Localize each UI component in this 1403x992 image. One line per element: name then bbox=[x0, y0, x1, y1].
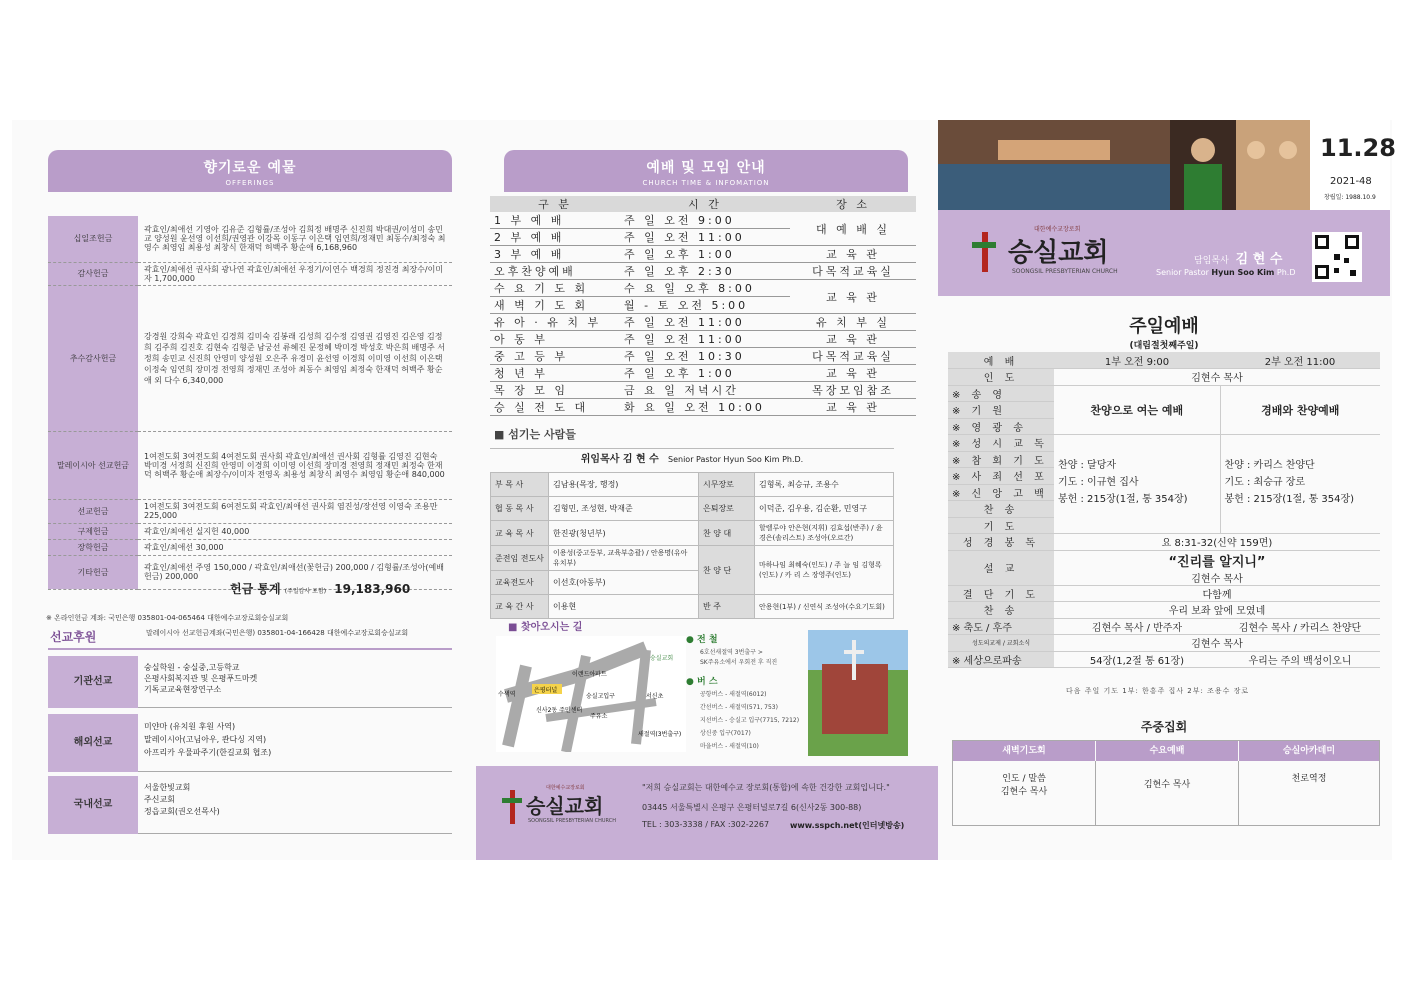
weekday-header: 수요예배 bbox=[1096, 741, 1238, 761]
footer-banner bbox=[476, 766, 938, 860]
missions-label: 국내선교 bbox=[48, 776, 138, 834]
order-value: 김현수 목사 bbox=[1054, 635, 1380, 652]
schedule-name: 1 부 예 배 bbox=[490, 212, 620, 229]
order-row bbox=[948, 635, 1380, 652]
schedule-row bbox=[490, 212, 916, 229]
next-week-prayer: 다음 주일 기도 1부: 한흥주 집사 2부: 조용수 장로 bbox=[1066, 687, 1250, 695]
church-name: 승실교회 bbox=[1008, 238, 1109, 268]
schedule-title: 예배 및 모임 안내 bbox=[646, 160, 766, 176]
servants-label: 찬 양 단 bbox=[699, 546, 755, 595]
schedule-row bbox=[490, 348, 916, 365]
order-value: 요 8:31-32(신약 159면) bbox=[1054, 534, 1380, 551]
schedule-time: 주 일 오후 1:00 bbox=[620, 365, 790, 382]
offering-value: 곽효인/최애선 실지헌 40,000 bbox=[138, 523, 452, 539]
servants-row bbox=[491, 473, 894, 497]
servants-value: 마하나임 최혜숙(인도) / 주 늘 임 김형록(인도) / 카 리 스 장영주(인도) bbox=[755, 546, 894, 595]
footer-motto: "저희 승실교회는 대한예수교 장로회(통합)에 속한 건강한 교회입니다." bbox=[642, 783, 890, 792]
offering-value: 1여전도회 3여전도회 4여전도회 권사회 곽효인/최애선 권사회 김형률 김영진 김현숙 박미경 서정희 신진희 안영미 이경희 이미영 이선희 장미경 전영희 정재민 최정숙 한재덕 허백주 황순애 최장수/이미자 전영옥 최용성 최창식 최영수 최영임 황순애 840,000 bbox=[138, 431, 452, 499]
weekday-table bbox=[952, 740, 1380, 826]
schedule-time: 주 일 오전 9:00 bbox=[620, 212, 790, 229]
offerings-panel bbox=[40, 120, 460, 860]
offerings-header bbox=[48, 150, 452, 192]
sunday-order-table bbox=[948, 352, 1380, 668]
order-detail: 찬양 : 달당자 bbox=[1058, 460, 1117, 471]
schedule-time: 주 일 오전 11:00 bbox=[620, 331, 790, 348]
servants-value: 김남용(목장, 행정) bbox=[549, 473, 699, 497]
footer-address: 03445 서울특별시 은평구 은평터널로7길 6(신사2동 300-88) bbox=[642, 803, 862, 812]
schedule-time: 주 일 오후 2:30 bbox=[620, 263, 790, 280]
schedule-row bbox=[490, 263, 916, 280]
youth-photo bbox=[1236, 120, 1310, 210]
order-detail: 기도 : 이규현 집사 bbox=[1058, 477, 1139, 488]
pastor-en: Senior Pastor Hyun Soo Kim Ph.D. bbox=[668, 455, 804, 464]
servants-title-text: 섬기는 사람들 bbox=[508, 428, 576, 441]
missions-row bbox=[48, 776, 452, 834]
order-label: 찬 송 bbox=[948, 501, 1054, 518]
servants-label: 시무장로 bbox=[699, 473, 755, 497]
order-label: ※ 기 원 bbox=[948, 402, 1054, 419]
bus-title-text: 버 스 bbox=[697, 677, 718, 687]
servants-value: 김형록, 최승규, 조용수 bbox=[755, 473, 894, 497]
cover-panel bbox=[938, 120, 1396, 860]
servants-label: 반 주 bbox=[699, 595, 755, 619]
cross-logo-icon bbox=[502, 790, 522, 824]
schedule-time: 주 일 오전 11:00 bbox=[620, 229, 790, 246]
order-row bbox=[948, 534, 1380, 551]
total-label: 헌금 통계 bbox=[230, 582, 281, 596]
schedule-col-header: 구 분 bbox=[490, 196, 620, 212]
cover-date: 11.28 bbox=[1320, 134, 1396, 162]
offering-row bbox=[48, 216, 452, 262]
servants-row bbox=[491, 521, 894, 546]
order-label: ※ 세상으로파송 bbox=[948, 651, 1054, 668]
pastor-en-name: Hyun Soo Kim bbox=[1211, 268, 1275, 277]
order-col-header: 2부 오전 11:00 bbox=[1220, 352, 1380, 369]
offerings-table bbox=[48, 216, 452, 590]
order-label: ※ 영 광 송 bbox=[948, 418, 1054, 435]
schedule-place: 교 육 관 bbox=[790, 365, 916, 382]
servants-value: 이선호(아동부) bbox=[549, 571, 699, 595]
pastor-photo bbox=[1170, 120, 1236, 210]
directions-title: ■ 찾아오시는 길 bbox=[508, 622, 583, 633]
order-value: 우리는 주의 백성이오니 bbox=[1220, 651, 1380, 668]
servants-row bbox=[491, 595, 894, 619]
schedule-col-header: 장 소 bbox=[790, 196, 916, 212]
schedule-name: 새 벽 기 도 회 bbox=[490, 297, 620, 314]
missions-lines bbox=[144, 782, 220, 818]
servants-value: 이용현 bbox=[549, 595, 699, 619]
order-col-header: 예 배 bbox=[948, 352, 1054, 369]
order-label: ※ 신 앙 고 백 bbox=[948, 484, 1054, 501]
order-detail: 봉헌 : 215장(1절, 통 354장) bbox=[1224, 494, 1355, 505]
pastor-en-prefix: Senior Pastor bbox=[1156, 268, 1209, 277]
church-small: 대한예수교장로회 bbox=[1034, 226, 1081, 233]
bus-title: ● 버 스 bbox=[686, 677, 718, 687]
order-label: ※ 사 죄 선 포 bbox=[948, 468, 1054, 485]
servants-value: 한진광(청년부) bbox=[549, 521, 699, 546]
weekday-header: 새벽기도회 bbox=[953, 741, 1095, 761]
missions-line: 정읍교회(권오선목사) bbox=[144, 807, 220, 816]
order-label: 결 단 기 도 bbox=[948, 585, 1054, 602]
schedule-time: 월 - 토 오전 5:00 bbox=[620, 297, 790, 314]
qr-code-icon[interactable] bbox=[1312, 232, 1362, 282]
order-value: 김현수 목사 / 카리스 찬양단 bbox=[1220, 618, 1380, 635]
sunday-heading bbox=[938, 312, 1390, 351]
schedule-place: 다목적교육실 bbox=[790, 263, 916, 280]
order-label: 찬 송 bbox=[948, 602, 1054, 619]
map-label: 서신초 bbox=[646, 693, 664, 700]
online-account-note: ※ 온라인헌금 계좌: 국민은행 035801-04-065464 대한예수교장로회승실교회 bbox=[46, 614, 289, 622]
servants-value: 이용성(중고등부, 교육부총괄) / 안용명(유아유치부) bbox=[549, 546, 699, 571]
date-box bbox=[1310, 120, 1396, 210]
schedule-time: 주 일 오후 1:00 bbox=[620, 246, 790, 263]
cover-founded: 창립일: 1988.10.9 bbox=[1324, 194, 1376, 201]
servants-row bbox=[491, 546, 894, 571]
schedule-time: 화 요 일 오전 10:00 bbox=[620, 399, 790, 416]
offering-label: 구제헌금 bbox=[48, 523, 138, 539]
schedule-name: 3 부 예 배 bbox=[490, 246, 620, 263]
map-label: 수색역 bbox=[498, 691, 516, 698]
order-value: 다함께 bbox=[1054, 585, 1380, 602]
photo-cross bbox=[852, 640, 856, 680]
missions-line: 아프리카 우물파주기(한길교회 협조) bbox=[144, 748, 272, 757]
bus-line: 지선버스 - 승실고 입구(7715, 7212) bbox=[700, 717, 800, 724]
order-label: 설 교 bbox=[948, 550, 1054, 585]
servants-value: 이덕준, 김우용, 김순환, 민영구 bbox=[755, 497, 894, 521]
order-row bbox=[948, 585, 1380, 602]
order-value: 54장(1,2절 통 61장) bbox=[1054, 651, 1220, 668]
schedule-header bbox=[504, 150, 908, 192]
map-label: 신사2동 주민센터 bbox=[536, 707, 583, 714]
schedule-name: 아 동 부 bbox=[490, 331, 620, 348]
offering-label: 감사헌금 bbox=[48, 262, 138, 285]
servants-label: 교 육 목 사 bbox=[491, 521, 549, 546]
schedule-row bbox=[490, 382, 916, 399]
schedule-place: 교 육 관 bbox=[790, 331, 916, 348]
subway-title: ● 전 철 bbox=[686, 635, 718, 645]
order-details bbox=[1054, 435, 1220, 534]
offering-row bbox=[48, 539, 452, 555]
schedule-time: 주 일 오전 10:30 bbox=[620, 348, 790, 365]
missions-table bbox=[48, 648, 452, 832]
order-label: ※ 축도 / 후주 bbox=[948, 618, 1054, 635]
total-value: 19,183,960 bbox=[334, 582, 411, 596]
offering-label: 말레이시아 선교헌금 bbox=[48, 431, 138, 499]
missions-line: 주신교회 bbox=[144, 795, 175, 804]
pastor-en-suffix: Ph.D bbox=[1276, 268, 1296, 277]
servants-table bbox=[490, 472, 894, 619]
schedule-time: 수 요 일 오후 8:00 bbox=[620, 280, 790, 297]
offering-label: 십일조헌금 bbox=[48, 216, 138, 262]
offering-value: 곽효인/최애선 기영아 김유준 김형률/조성아 김희정 배명주 신진희 박대권/이성미 송민교 양성원 윤선영 이선희/권영관 이강목 이동구 이은택 임연희/정재민 최동수/최정숙 최영수 최영임 최용성 최창식 한재덕 허백주 황순애 6,168,960 bbox=[138, 216, 452, 262]
missions-line: 기독교교육현장연구소 bbox=[144, 685, 222, 694]
offering-row bbox=[48, 285, 452, 431]
offering-row bbox=[48, 523, 452, 539]
schedule-name: 청 년 부 bbox=[490, 365, 620, 382]
order-label: 인 도 bbox=[948, 369, 1054, 386]
order-row bbox=[948, 435, 1380, 452]
missions-row bbox=[48, 714, 452, 772]
order-label: 성 경 봉 독 bbox=[948, 534, 1054, 551]
pastor-name: 위임목사 김 현 수 bbox=[580, 454, 659, 465]
schedule-place: 교 육 관 bbox=[790, 399, 916, 416]
order-theme: 찬양으로 여는 예배 bbox=[1054, 385, 1220, 435]
offerings-subtitle: OFFERINGS bbox=[225, 179, 275, 187]
footer-website-link[interactable]: www.sspch.net(인터넷방송) bbox=[790, 821, 905, 830]
schedule-place: 다목적교육실 bbox=[790, 348, 916, 365]
missions-title: 선교후원 bbox=[50, 630, 97, 644]
schedule-place: 유 치 부 실 bbox=[790, 314, 916, 331]
schedule-place: 목장모임참조 bbox=[790, 382, 916, 399]
schedule-place: 교 육 관 bbox=[790, 246, 916, 263]
offering-row bbox=[48, 499, 452, 523]
missions-line: 서울한빛교회 bbox=[144, 783, 191, 792]
missions-line: 말레이시아(고님아우, 콴다싱 지역) bbox=[144, 735, 267, 744]
schedule-panel bbox=[476, 120, 938, 860]
sunday-title: 주일예배 bbox=[1129, 316, 1199, 337]
footer-logo-main: 승실교회 bbox=[526, 794, 604, 818]
map-label: 주유소 bbox=[590, 713, 608, 720]
missions-label: 기관선교 bbox=[48, 656, 138, 708]
missions-line: 은평사회복지관 및 은평푸드마켓 bbox=[144, 674, 258, 683]
weekday-divider bbox=[1095, 761, 1096, 825]
weekday-cell: 천로역정 bbox=[1291, 774, 1327, 784]
offering-row bbox=[48, 262, 452, 285]
church-en: SOONGSIL PRESBYTERIAN CHURCH bbox=[1012, 268, 1118, 275]
offering-label: 장학헌금 bbox=[48, 539, 138, 555]
footer-phone: TEL : 303-3338 / FAX :302-2267 bbox=[642, 820, 770, 829]
order-row bbox=[948, 369, 1380, 386]
order-row bbox=[948, 618, 1380, 635]
footer-logo-en: SOONGSIL PRESBYTERIAN CHURCH bbox=[528, 818, 617, 824]
offering-label: 선교헌금 bbox=[48, 499, 138, 523]
weekday-cell: 인도 / 말씀 김현수 목사 bbox=[1000, 774, 1048, 797]
order-row bbox=[948, 602, 1380, 619]
schedule-subtitle: CHURCH TIME & INFOMATION bbox=[642, 179, 770, 187]
offerings-title: 향기로운 예물 bbox=[203, 160, 297, 176]
order-detail: 찬양 : 카리스 찬양단 bbox=[1224, 460, 1315, 471]
cover-header bbox=[938, 120, 1396, 296]
bus-line: 간선버스 - 새절역(571, 753) bbox=[700, 704, 778, 711]
order-detail: 봉헌 : 215장(1절, 통 354장) bbox=[1058, 494, 1188, 505]
servants-label: 찬 양 대 bbox=[699, 521, 755, 546]
subway-line: SK주유소에서 우회전 후 직진 bbox=[700, 659, 778, 666]
pastor-block bbox=[1194, 248, 1282, 267]
offering-value: 곽효인/최애선 주영 150,000 / 곽효인/최애선(꽃헌금) 200,000 / 김형률/조성아(예배헌금) 200,000 bbox=[138, 555, 452, 589]
subway-line: 6호선새절역 3번출구 > bbox=[700, 649, 763, 656]
order-label: 기 도 bbox=[948, 517, 1054, 534]
missions-account-note: 말레이시아 선교헌금계좌(국민은행) 035801-04-166428 대한예수교장로회승실교회 bbox=[146, 629, 409, 637]
order-row bbox=[948, 651, 1380, 668]
schedule-time: 주 일 오전 11:00 bbox=[620, 314, 790, 331]
order-label: ※ 송 영 bbox=[948, 385, 1054, 402]
offering-total bbox=[230, 580, 410, 597]
order-row bbox=[948, 550, 1380, 585]
directions-title-text: 찾아오시는 길 bbox=[520, 622, 583, 633]
schedule-place: 교 육 관 bbox=[790, 280, 916, 314]
schedule-name: 목 장 모 임 bbox=[490, 382, 620, 399]
servants-label: 은퇴장로 bbox=[699, 497, 755, 521]
order-header-row bbox=[948, 352, 1380, 369]
schedule-name: 중 고 등 부 bbox=[490, 348, 620, 365]
offering-value: 곽효인/최애선 30,000 bbox=[138, 539, 452, 555]
schedule-table bbox=[490, 196, 916, 416]
order-value: 우리 보좌 앞에 모였네 bbox=[1054, 602, 1380, 619]
schedule-row bbox=[490, 280, 916, 297]
subway-lines bbox=[700, 648, 777, 668]
schedule-row bbox=[490, 399, 916, 416]
servants-value: 할렐루야 안은현(지휘) 김효섭(반주) / 윤경은(솔리스트) 조성아(오르간) bbox=[755, 521, 894, 546]
servants-label: 부 목 사 bbox=[491, 473, 549, 497]
servants-title: ■ 섬기는 사람들 bbox=[494, 428, 576, 441]
photo-cross-bar bbox=[844, 650, 864, 654]
map-label: 숭실고입구 bbox=[586, 693, 615, 700]
sunday-subtitle: (대림절첫째주일) bbox=[1129, 341, 1199, 351]
servants-row bbox=[491, 497, 894, 521]
weekday-cell: 김현수 목사 bbox=[1143, 780, 1191, 790]
offering-value: 1여전도회 3여전도회 6여전도회 곽효인/최애선 권사회 염진성/장선영 이영숙 조용만 225,000 bbox=[138, 499, 452, 523]
pastor-en-block bbox=[1156, 268, 1295, 277]
schedule-row bbox=[490, 331, 916, 348]
bus-line: 상신중 입구(7017) bbox=[700, 730, 751, 737]
offering-value: 강경원 강희숙 곽효인 김경희 김미숙 김봉래 김성희 김수정 김영권 김영진 김은영 김정희 김주희 김진호 김현숙 김형준 남궁선 류혜진 문정혜 박미경 박성호 박은희 배명주 서정희 송민교 신진희 안영미 양성원 오은주 유경미 윤선영 이경희 이미영 이선희 이은택 이정숙 임연희 장미경 전영희 정재민 조성아 최동수 최영임 최정숙 한재덕 허백주 황순애 외 다수 6,340,000 bbox=[138, 285, 452, 431]
missions-lines bbox=[144, 720, 271, 759]
schedule-name: 유 아 · 유 치 부 bbox=[490, 314, 620, 331]
servants-label: 교 육 간 사 bbox=[491, 595, 549, 619]
sermon-title: “진리를 알지니” bbox=[1168, 554, 1266, 570]
offering-value: 곽효인/최애선 권사회 광나연 곽효인/최애선 우정기/이연수 백경희 정진경 최장수/이미자 1,700,000 bbox=[138, 262, 452, 285]
order-label: 성도의교제 / 교회소식 bbox=[948, 635, 1054, 652]
schedule-name: 수 요 기 도 회 bbox=[490, 280, 620, 297]
schedule-name: 오후찬양예배 bbox=[490, 263, 620, 280]
cross-logo-icon bbox=[972, 232, 996, 272]
schedule-name: 승 실 전 도 대 bbox=[490, 399, 620, 416]
cover-issue: 2021-48 bbox=[1330, 176, 1372, 187]
total-note: (주일감사 포함) bbox=[284, 588, 327, 595]
missions-line: 미얀마 (유치원 후원 사역) bbox=[144, 722, 236, 731]
offering-row bbox=[48, 431, 452, 499]
subway-title-text: 전 철 bbox=[697, 635, 718, 645]
missions-row bbox=[48, 656, 452, 708]
bus-lines bbox=[700, 688, 799, 753]
order-theme: 경배와 찬양예배 bbox=[1220, 385, 1380, 435]
schedule-place: 대 예 배 실 bbox=[790, 212, 916, 246]
order-row bbox=[948, 385, 1380, 402]
sermon-cell bbox=[1054, 550, 1380, 585]
bus-line: 공항버스 - 새절역(6012) bbox=[700, 691, 767, 698]
congregation-photo bbox=[938, 120, 1170, 210]
map-label: 숭실교회 bbox=[650, 655, 674, 662]
servants-value: 안용현(1부) / 신연식 조성아(수요기도회) bbox=[755, 595, 894, 619]
pastor-label: 담임목사 bbox=[1194, 256, 1229, 266]
weekday-header: 승실아카데미 bbox=[1239, 741, 1379, 761]
footer-logo-small: 대한예수교장로회 bbox=[546, 785, 585, 791]
order-value: 김현수 목사 / 반주자 bbox=[1054, 618, 1220, 635]
weekday-title: 주중집회 bbox=[1140, 720, 1188, 734]
servants-label: 교육전도사 bbox=[491, 571, 549, 595]
schedule-row bbox=[490, 365, 916, 382]
missions-label: 해외선교 bbox=[48, 714, 138, 772]
schedule-row bbox=[490, 314, 916, 331]
map-label: 은평터널 bbox=[534, 687, 558, 694]
church-photo bbox=[808, 630, 908, 756]
offering-label: 추수감사헌금 bbox=[48, 285, 138, 431]
order-details bbox=[1220, 435, 1380, 534]
missions-line: 숭실학원 - 숭실중,고등학교 bbox=[144, 663, 240, 672]
bus-line: 마을버스 - 새절역(10) bbox=[700, 743, 759, 750]
map-label: 새절역(3번출구) bbox=[638, 731, 682, 738]
location-map bbox=[496, 636, 686, 752]
order-col-header: 1부 오전 9:00 bbox=[1054, 352, 1220, 369]
order-detail: 기도 : 최승규 장로 bbox=[1224, 477, 1306, 488]
servants-label: 준전임 전도사 bbox=[491, 546, 549, 571]
order-label: ※ 성 시 교 독 bbox=[948, 435, 1054, 452]
servants-value: 김형민, 조성현, 박재준 bbox=[549, 497, 699, 521]
order-label: ※ 참 회 기 도 bbox=[948, 451, 1054, 468]
sermon-preacher: 김현수 목사 bbox=[1191, 573, 1243, 585]
schedule-time: 금 요 일 저녁시간 bbox=[620, 382, 790, 399]
missions-lines bbox=[144, 662, 257, 695]
pastor-line bbox=[490, 448, 894, 470]
servants-label: 협 동 목 사 bbox=[491, 497, 549, 521]
offering-label: 기타헌금 bbox=[48, 555, 138, 589]
order-value: 김현수 목사 bbox=[1054, 369, 1380, 386]
schedule-col-header: 시 간 bbox=[620, 196, 790, 212]
schedule-name: 2 부 예 배 bbox=[490, 229, 620, 246]
map-label: 이랜드아파트 bbox=[572, 671, 607, 678]
pastor-name-ko: 김 현 수 bbox=[1235, 252, 1283, 267]
schedule-row bbox=[490, 246, 916, 263]
